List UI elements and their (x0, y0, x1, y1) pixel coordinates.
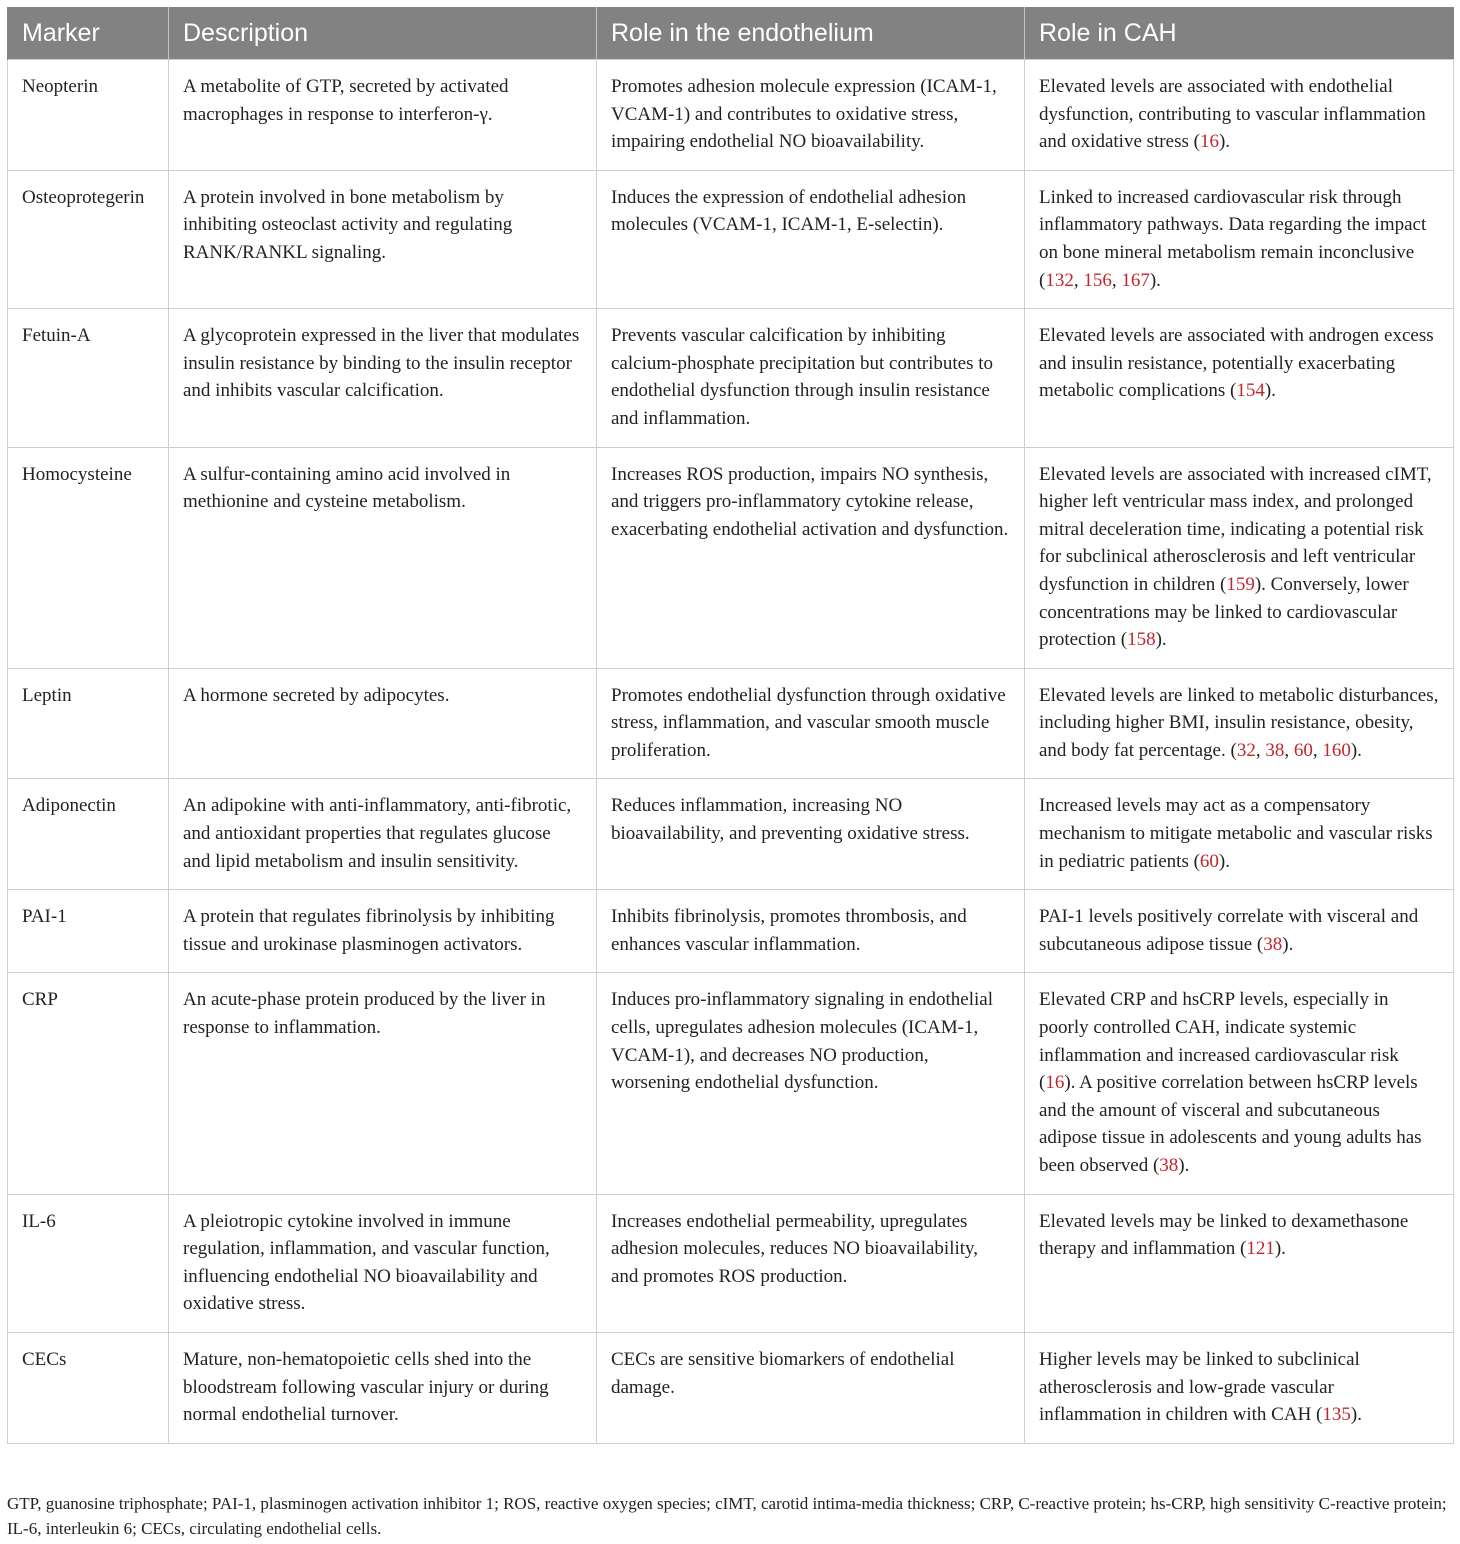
reference-link[interactable]: 38 (1263, 933, 1283, 955)
cell-description: Mature, non-hematopoietic cells shed into the bloodstream following vascular injury or during normal endothelial turnover. (169, 1332, 597, 1443)
cell-text: PAI-1 levels positively correlate with visceral and subcutaneous adipose tissue ( (1039, 906, 1419, 955)
cell-marker: Leptin (8, 668, 169, 779)
reference-link[interactable]: 135 (1322, 1404, 1351, 1426)
cell-text: , (1111, 269, 1122, 291)
table-row (8, 1332, 1454, 1443)
cell-role-endothelium: Induces pro-inflammatory signaling in endothelial cells, upregulates adhesion molecules (ICAM-1, VCAM-1), and decreases NO production, worsening endothelial dysfunction. (597, 973, 1025, 1194)
reference-link[interactable]: 160 (1322, 739, 1351, 761)
cell-text: , (1255, 739, 1266, 761)
cell-text: ). (1282, 933, 1294, 955)
cell-role-endothelium: Reduces inflammation, increasing NO bioavailability, and preventing oxidative stress. (597, 779, 1025, 890)
cell-text: Increased levels may act as a compensatory mechanism to mitigate metabolic and vascular risks in pediatric patients ( (1039, 795, 1433, 872)
reference-link[interactable]: 16 (1199, 131, 1219, 153)
cell-text: ). (1350, 1404, 1362, 1426)
cell-role-cah (1025, 890, 1454, 973)
cell-role-endothelium: Induces the expression of endothelial adhesion molecules (VCAM-1, ICAM-1, E-selectin). (597, 170, 1025, 308)
table-footnote: GTP, guanosine triphosphate; PAI-1, plasminogen activation inhibitor 1; ROS, reactive oxygen species; cIMT, carotid intima-media thickness; CRP, C-reactive protein; hs-CRP, high sensitivity C-reactive protein; IL-6, interleukin 6; CECs, circulating endothelial cells. (7, 1494, 1447, 1538)
cell-description: An acute-phase protein produced by the liver in response to inflammation. (169, 973, 597, 1194)
reference-link[interactable]: 121 (1246, 1238, 1275, 1260)
cell-marker: Homocysteine (8, 447, 169, 668)
cell-text: ). Conversely, lower concentrations may be linked to cardiovascular protection ( (1039, 573, 1409, 651)
reference-link[interactable]: 38 (1265, 739, 1285, 761)
cell-text: Elevated levels may be linked to dexamethasone therapy and inflammation ( (1039, 1210, 1409, 1260)
cell-role-endothelium: Inhibits fibrinolysis, promotes thrombosis, and enhances vascular inflammation. (597, 890, 1025, 973)
cell-role-cah (1025, 170, 1454, 308)
table-row (8, 668, 1454, 779)
cell-role-endothelium: CECs are sensitive biomarkers of endothelial damage. (597, 1332, 1025, 1443)
cell-marker: Neopterin (8, 60, 169, 171)
cell-role-cah (1025, 668, 1454, 779)
cell-description: An adipokine with anti-inflammatory, anti-fibrotic, and antioxidant properties that regulates glucose and lipid metabolism and insulin sensitivity. (169, 779, 597, 890)
table-row (8, 1194, 1454, 1332)
table-row (8, 973, 1454, 1194)
cell-text: ). (1350, 739, 1362, 761)
cell-role-endothelium: Promotes endothelial dysfunction through oxidative stress, inflammation, and vascular smooth muscle proliferation. (597, 668, 1025, 779)
cell-text: , (1284, 739, 1294, 761)
table-row (8, 309, 1454, 447)
cell-text: Higher levels may be linked to subclinical atherosclerosis and low-grade vascular inflammation in children with CAH ( (1039, 1348, 1360, 1426)
cell-role-cah (1025, 309, 1454, 447)
table-row (8, 890, 1454, 973)
cell-role-endothelium: Increases ROS production, impairs NO synthesis, and triggers pro-inflammatory cytokine release, exacerbating endothelial activation and dysfunction. (597, 447, 1025, 668)
cell-text: ). (1218, 131, 1231, 153)
cell-text: Elevated CRP and hsCRP levels, especially in poorly controlled CAH, indicate systemic inflammation and increased cardiovascular risk ( (1039, 989, 1399, 1094)
reference-link[interactable]: 16 (1045, 1072, 1065, 1094)
cell-text: Elevated levels are associated with androgen excess and insulin resistance, potentially exacerbating metabolic complications ( (1039, 325, 1434, 402)
reference-link[interactable]: 167 (1121, 269, 1150, 291)
cell-role-cah (1025, 60, 1454, 171)
cell-role-cah (1025, 1194, 1454, 1332)
cell-description: A hormone secreted by adipocytes. (169, 668, 597, 779)
cell-marker: PAI-1 (8, 890, 169, 973)
reference-link[interactable]: 159 (1226, 573, 1255, 595)
cell-marker: CRP (8, 973, 169, 1194)
cell-role-endothelium: Promotes adhesion molecule expression (ICAM-1, VCAM-1) and contributes to oxidative stress, impairing endothelial NO bioavailability. (597, 60, 1025, 171)
cell-role-cah (1025, 973, 1454, 1194)
cell-text: Elevated levels are associated with increased cIMT, higher left ventricular mass index, and prolonged mitral deceleration time, indicating a potential risk for subclinical atherosclerosis and left ventricular dysfunction in children ( (1039, 463, 1432, 595)
cell-description: A sulfur-containing amino acid involved in methionine and cysteine metabolism. (169, 447, 597, 668)
reference-link[interactable]: 38 (1159, 1155, 1179, 1176)
table-row (8, 779, 1454, 890)
table-container (7, 7, 1453, 1444)
cell-marker: Osteoprotegerin (8, 170, 169, 308)
reference-link[interactable]: 154 (1236, 380, 1265, 402)
cell-text: Elevated levels are associated with endothelial dysfunction, contributing to vascular inflammation and oxidative stress ( (1039, 76, 1426, 153)
cell-text: ). (1218, 850, 1230, 872)
table-row (8, 447, 1454, 668)
cell-text: ). A positive correlation between hsCRP levels and the amount of visceral and subcutaneous adipose tissue in adolescents and young adults has been observed ( (1039, 1072, 1422, 1176)
cell-text: ). (1155, 629, 1167, 651)
cell-text: Linked to increased cardiovascular risk through inflammatory pathways. Data regarding the impact on bone mineral metabolism remain inconclusive ( (1039, 186, 1427, 291)
cell-text: , (1073, 269, 1084, 291)
header-row (8, 7, 1454, 60)
cell-role-endothelium: Prevents vascular calcification by inhibiting calcium-phosphate precipitation but contributes to endothelial dysfunction through insulin resistance and inflammation. (597, 309, 1025, 447)
reference-link[interactable]: 60 (1293, 739, 1313, 761)
reference-link[interactable]: 158 (1127, 629, 1156, 651)
cell-description: A protein involved in bone metabolism by inhibiting osteoclast activity and regulating RANK/RANKL signaling. (169, 170, 597, 308)
cell-role-endothelium: Increases endothelial permeability, upregulates adhesion molecules, reduces NO bioavailability, and promotes ROS production. (597, 1194, 1025, 1332)
column-header-role-cah: Role in CAH (1025, 7, 1454, 60)
cell-description: A protein that regulates fibrinolysis by inhibiting tissue and urokinase plasminogen activators. (169, 890, 597, 973)
biomarker-table (7, 7, 1454, 1444)
cell-marker: Fetuin-A (8, 309, 169, 447)
cell-description: A pleiotropic cytokine involved in immune regulation, inflammation, and vascular function, influencing endothelial NO bioavailability and oxidative stress. (169, 1194, 597, 1332)
column-header-marker: Marker (8, 7, 169, 60)
cell-description: A glycoprotein expressed in the liver that modulates insulin resistance by binding to the insulin receptor and inhibits vascular calcification. (169, 309, 597, 447)
column-header-description: Description (169, 7, 597, 60)
table-row (8, 60, 1454, 171)
cell-text: Elevated levels are linked to metabolic disturbances, including higher BMI, insulin resistance, obesity, and body fat percentage. ( (1039, 684, 1439, 761)
reference-link[interactable]: 32 (1236, 739, 1256, 761)
table-body (8, 60, 1454, 1444)
table-row (8, 170, 1454, 308)
column-header-role-endothelium: Role in the endothelium (597, 7, 1025, 60)
cell-text: ). (1178, 1155, 1190, 1176)
cell-text: ). (1264, 380, 1276, 402)
cell-marker: CECs (8, 1332, 169, 1443)
cell-role-cah (1025, 447, 1454, 668)
reference-link[interactable]: 60 (1199, 850, 1219, 872)
cell-text: , (1312, 739, 1323, 761)
cell-role-cah (1025, 779, 1454, 890)
reference-link[interactable]: 132 (1045, 269, 1074, 291)
cell-marker: Adiponectin (8, 779, 169, 890)
reference-link[interactable]: 156 (1083, 269, 1112, 291)
cell-role-cah (1025, 1332, 1454, 1443)
cell-text: ). (1149, 269, 1161, 291)
cell-text: ). (1274, 1238, 1286, 1260)
cell-marker: IL-6 (8, 1194, 169, 1332)
cell-description: A metabolite of GTP, secreted by activated macrophages in response to interferon-γ. (169, 60, 597, 171)
